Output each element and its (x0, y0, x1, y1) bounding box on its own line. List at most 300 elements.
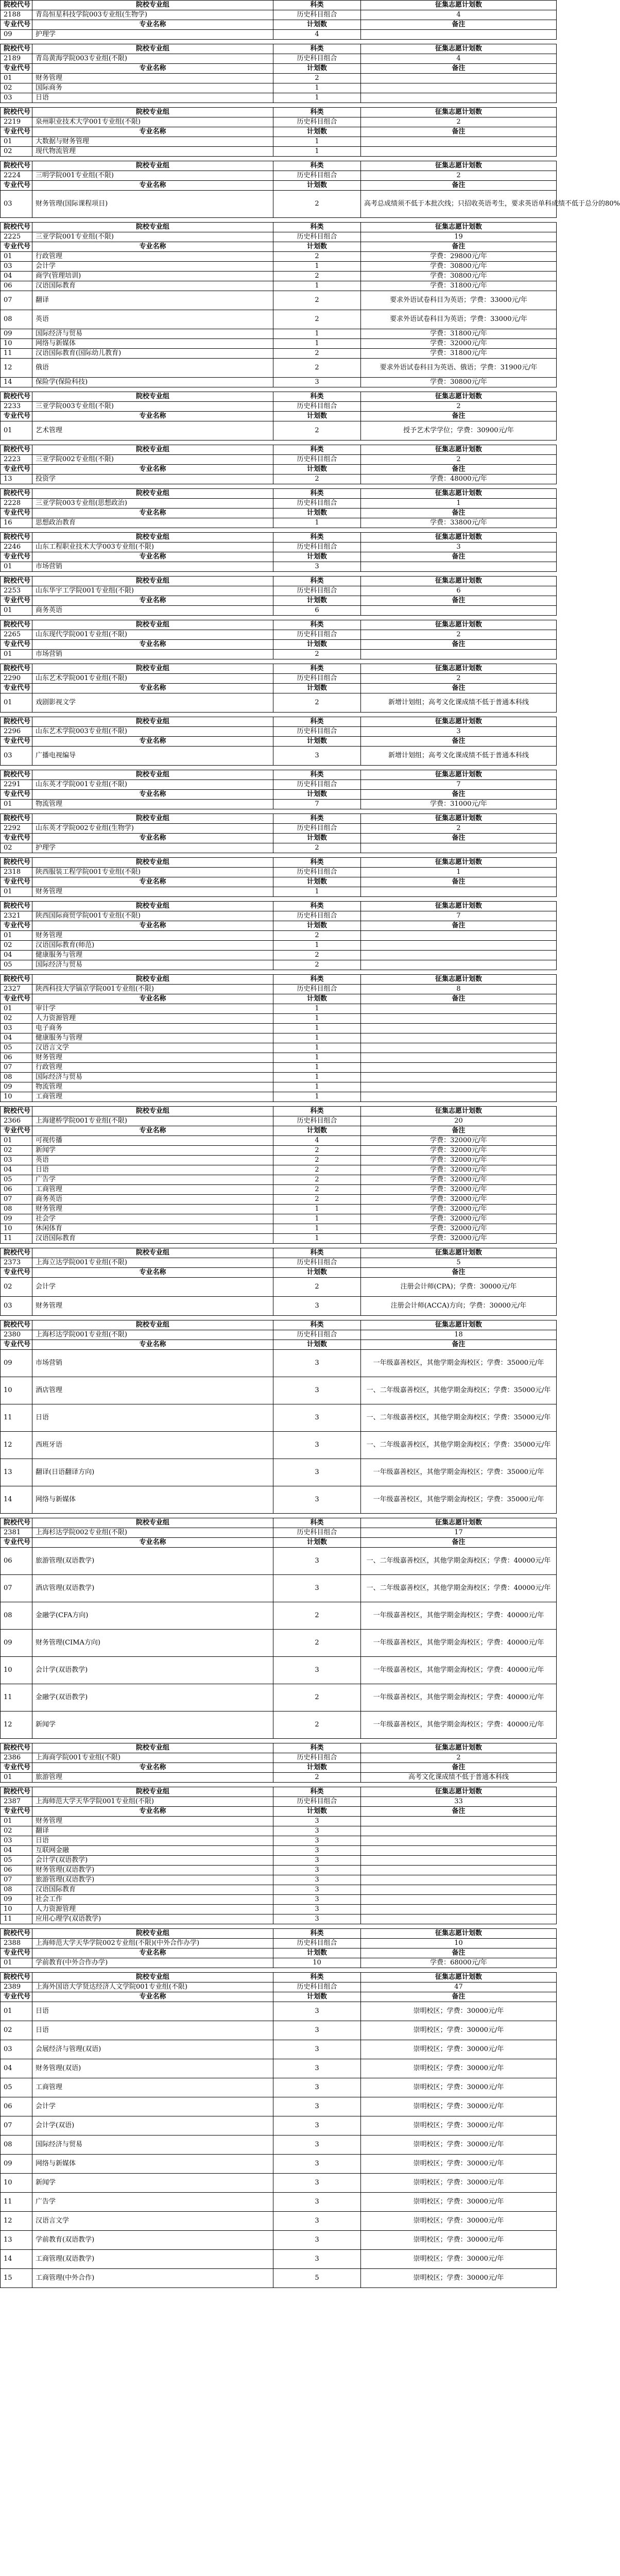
header-note: 备注 (361, 181, 557, 191)
major-code: 11 (1, 2193, 32, 2212)
major-code: 06 (1, 1866, 32, 1875)
school-group-row (1, 1116, 557, 1126)
major-row (1, 339, 557, 349)
subject-combination: 历史科目组合 (273, 727, 361, 737)
major-count: 2 (273, 1175, 361, 1185)
header-major-code: 专业代号 (1, 921, 32, 931)
major-name: 广播电视编导 (32, 747, 273, 766)
section-header-row-2 (1, 20, 557, 30)
header-note: 备注 (361, 1807, 557, 1817)
major-count: 3 (273, 2231, 361, 2250)
group-plan-count: 18 (361, 1330, 557, 1340)
major-code: 09 (1, 1630, 32, 1657)
section-header-row-1 (1, 1973, 557, 1982)
major-name: 电子商务 (32, 1024, 273, 1033)
major-name: 财务管理(CIMA方向) (32, 1630, 273, 1657)
major-code: 01 (1, 562, 32, 572)
school-code: 2219 (1, 117, 32, 127)
subject-combination: 历史科目组合 (273, 1753, 361, 1763)
subject-combination: 历史科目组合 (273, 117, 361, 127)
school-group-row (1, 824, 557, 834)
major-row (1, 2212, 557, 2231)
major-code: 02 (1, 1278, 32, 1297)
major-note: 学费：32000元/年 (361, 1185, 557, 1195)
school-group-name: 山东工程职业技术大学003专业组(不限) (32, 543, 273, 552)
section-header-row-1 (1, 664, 557, 674)
header-note: 备注 (361, 640, 557, 650)
major-count: 3 (273, 1486, 361, 1514)
major-note: 学费：31800元/年 (361, 329, 557, 339)
major-note: 一年级嘉善校区，其他学期金海校区；学费：40000元/年 (361, 1602, 557, 1630)
major-code: 14 (1, 2250, 32, 2269)
major-note: 崇明校区；学费：30000元/年 (361, 2040, 557, 2059)
major-row (1, 474, 557, 484)
plan-table-body (1, 1, 620, 2288)
header-plan: 征集志愿计划数 (361, 814, 557, 824)
major-code: 09 (1, 329, 32, 339)
major-code: 01 (1, 137, 32, 147)
school-code: 2292 (1, 824, 32, 834)
major-count: 3 (273, 1914, 361, 1924)
major-count: 1 (273, 137, 361, 147)
header-plan: 征集志愿计划数 (361, 108, 557, 117)
major-row (1, 1082, 557, 1092)
group-plan-count: 8 (361, 985, 557, 994)
major-note: 学费：31000元/年 (361, 800, 557, 809)
header-major-name: 专业名称 (32, 1807, 273, 1817)
major-code: 06 (1, 1053, 32, 1063)
header-school-code: 院校代号 (1, 1973, 32, 1982)
major-name: 网络与新媒体 (32, 1486, 273, 1514)
major-name: 商务英语 (32, 606, 273, 616)
section-header-row-2 (1, 834, 557, 843)
major-code: 08 (1, 1205, 32, 1214)
major-code: 07 (1, 1195, 32, 1205)
section-gap (1, 1968, 557, 1973)
header-major-code: 专业代号 (1, 242, 32, 252)
major-name: 物流管理 (32, 1082, 273, 1092)
major-name: 日语 (32, 2021, 273, 2040)
major-count: 2 (273, 931, 361, 941)
school-code: 2225 (1, 232, 32, 242)
header-plan: 征集志愿计划数 (361, 1320, 557, 1330)
major-name: 财务管理(双语教学) (32, 1866, 273, 1875)
school-group-name: 陕西国际商贸学院001专业组(不限) (32, 911, 273, 921)
header-major-code: 专业代号 (1, 64, 32, 74)
major-row (1, 1958, 557, 1968)
major-code: 02 (1, 1014, 32, 1024)
header-subject: 科类 (273, 1929, 361, 1939)
major-count: 3 (273, 2250, 361, 2269)
major-name: 英语 (32, 1156, 273, 1165)
school-code: 2318 (1, 868, 32, 877)
major-row (1, 1297, 557, 1316)
header-school-group: 院校专业组 (32, 445, 273, 455)
major-note: 学费：31800元/年 (361, 349, 557, 359)
subject-combination: 历史科目组合 (273, 1528, 361, 1538)
major-row (1, 421, 557, 440)
major-count: 4 (273, 30, 361, 40)
major-name: 市场营销 (32, 650, 273, 659)
school-group-name: 上海杉达学院001专业组(不限) (32, 1330, 273, 1340)
major-name: 新闻学 (32, 2174, 273, 2193)
subject-combination: 历史科目组合 (273, 402, 361, 412)
major-name: 会展经济与管理(双语) (32, 2040, 273, 2059)
major-name: 国际经济与贸易 (32, 329, 273, 339)
major-code: 02 (1, 1146, 32, 1156)
header-plan: 征集志愿计划数 (361, 1, 557, 10)
school-group-row (1, 1753, 557, 1763)
school-group-name: 上海立达学院001专业组(不限) (32, 1258, 273, 1268)
major-code: 04 (1, 1165, 32, 1175)
major-code: 14 (1, 1486, 32, 1514)
major-count: 3 (273, 2040, 361, 2059)
school-code: 2327 (1, 985, 32, 994)
section-header-row-1 (1, 1743, 557, 1753)
major-count: 3 (273, 747, 361, 766)
major-row (1, 1185, 557, 1195)
major-row (1, 1486, 557, 1514)
school-code: 2373 (1, 1258, 32, 1268)
section-gap (1, 766, 557, 770)
major-name: 英语 (32, 310, 273, 329)
header-major-code: 专业代号 (1, 994, 32, 1004)
header-major-name: 专业名称 (32, 737, 273, 747)
major-row (1, 960, 557, 970)
section-header-row-2 (1, 596, 557, 606)
school-group-row (1, 1982, 557, 1992)
major-code: 03 (1, 1024, 32, 1033)
major-code: 12 (1, 1432, 32, 1459)
major-name: 学前教育(双语教学) (32, 2231, 273, 2250)
major-note (361, 30, 557, 40)
major-row (1, 1136, 557, 1146)
major-code: 03 (1, 191, 32, 218)
header-count: 计划数 (273, 181, 361, 191)
major-note (361, 1033, 557, 1043)
major-row (1, 1033, 557, 1043)
major-code: 11 (1, 1684, 32, 1711)
major-name: 会计学(双语) (32, 2116, 273, 2136)
major-code: 08 (1, 1885, 32, 1895)
major-row (1, 800, 557, 809)
section-header-row-1 (1, 902, 557, 911)
header-major-code: 专业代号 (1, 412, 32, 421)
major-note: 新增计划组；高考文化课成绩不低于普通本科线 (361, 747, 557, 766)
major-note (361, 1905, 557, 1914)
school-group-name: 陕西科技大学镐京学院001专业组(不限) (32, 985, 273, 994)
school-group-row (1, 1528, 557, 1538)
section-header-row-2 (1, 552, 557, 562)
major-count: 3 (273, 2136, 361, 2155)
major-name: 西班牙语 (32, 1432, 273, 1459)
header-school-group: 院校专业组 (32, 1518, 273, 1528)
major-code: 01 (1, 800, 32, 809)
major-note: 一、二年级嘉善校区，其他学期金海校区；学费：40000元/年 (361, 1575, 557, 1602)
header-school-code: 院校代号 (1, 1320, 32, 1330)
subject-combination: 历史科目组合 (273, 499, 361, 509)
major-row (1, 2059, 557, 2078)
major-row (1, 941, 557, 951)
school-code: 2189 (1, 54, 32, 64)
major-row (1, 2250, 557, 2269)
school-group-name: 三亚学院001专业组(不限) (32, 232, 273, 242)
header-count: 计划数 (273, 877, 361, 887)
major-code: 10 (1, 339, 32, 349)
major-row (1, 693, 557, 713)
school-group-row (1, 10, 557, 20)
major-row (1, 2155, 557, 2174)
major-code: 03 (1, 262, 32, 272)
major-name: 护理学 (32, 843, 273, 853)
major-name: 思想政治教育 (32, 518, 273, 528)
header-major-code: 专业代号 (1, 1992, 32, 2002)
header-major-code: 专业代号 (1, 1126, 32, 1136)
major-count: 3 (273, 1432, 361, 1459)
header-note: 备注 (361, 877, 557, 887)
major-note: 一、二年级嘉善校区，其他学期金海校区；学费：35000元/年 (361, 1432, 557, 1459)
header-school-code: 院校代号 (1, 161, 32, 171)
section-gap (1, 1244, 557, 1248)
section-header-row-2 (1, 921, 557, 931)
section-gap (1, 853, 557, 858)
major-row (1, 93, 557, 103)
header-plan: 征集志愿计划数 (361, 858, 557, 868)
header-major-code: 专业代号 (1, 509, 32, 518)
major-row (1, 281, 557, 291)
major-code: 01 (1, 1136, 32, 1146)
school-code: 2380 (1, 1330, 32, 1340)
section-header-row-2 (1, 181, 557, 191)
major-row (1, 1602, 557, 1630)
major-name: 财务管理 (32, 74, 273, 83)
header-school-group: 院校专业组 (32, 392, 273, 402)
group-plan-count: 5 (361, 1258, 557, 1268)
section-header-row-1 (1, 1518, 557, 1528)
major-count: 3 (273, 1657, 361, 1684)
major-code: 01 (1, 931, 32, 941)
header-count: 计划数 (273, 790, 361, 800)
major-count: 3 (273, 1846, 361, 1856)
major-row (1, 1014, 557, 1024)
major-note (361, 941, 557, 951)
header-major-name: 专业名称 (32, 994, 273, 1004)
major-note (361, 887, 557, 897)
major-name: 工商管理 (32, 1185, 273, 1195)
section-header-row-2 (1, 1948, 557, 1958)
major-row (1, 518, 557, 528)
section-header-row-1 (1, 814, 557, 824)
header-school-code: 院校代号 (1, 533, 32, 543)
header-count: 计划数 (273, 465, 361, 474)
header-major-name: 专业名称 (32, 509, 273, 518)
major-count: 3 (273, 1866, 361, 1875)
major-note: 崇明校区；学费：30000元/年 (361, 2021, 557, 2040)
major-count: 2 (273, 960, 361, 970)
header-plan: 征集志愿计划数 (361, 223, 557, 232)
major-note: 注册会计师(ACCA)方向；学费：30000元/年 (361, 1297, 557, 1316)
major-name: 新闻学 (32, 1711, 273, 1739)
major-count: 1 (273, 1092, 361, 1102)
header-subject: 科类 (273, 392, 361, 402)
major-count: 3 (273, 1548, 361, 1575)
major-count: 2 (273, 1165, 361, 1175)
major-code: 01 (1, 1773, 32, 1783)
major-code: 11 (1, 1914, 32, 1924)
major-row (1, 1817, 557, 1826)
major-count: 1 (273, 887, 361, 897)
header-plan: 征集志愿计划数 (361, 392, 557, 402)
major-code: 01 (1, 1958, 32, 1968)
header-school-group: 院校专业组 (32, 1743, 273, 1753)
header-school-group: 院校专业组 (32, 620, 273, 630)
section-gap (1, 1783, 557, 1787)
section-gap (1, 387, 557, 392)
major-row (1, 1175, 557, 1185)
major-row (1, 137, 557, 147)
major-code: 05 (1, 1175, 32, 1185)
major-note: 崇明校区；学费：30000元/年 (361, 2174, 557, 2193)
header-plan: 征集志愿计划数 (361, 664, 557, 674)
header-count: 计划数 (273, 127, 361, 137)
major-code: 01 (1, 252, 32, 262)
section-header-row-2 (1, 1538, 557, 1548)
header-note: 备注 (361, 1126, 557, 1136)
major-count: 1 (273, 1053, 361, 1063)
major-note: 一年级嘉善校区，其他学期金海校区；学费：40000元/年 (361, 1630, 557, 1657)
major-count: 3 (273, 1817, 361, 1826)
school-group-name: 上海师范大学天华学院001专业组(不限) (32, 1797, 273, 1807)
header-major-name: 专业名称 (32, 790, 273, 800)
header-major-name: 专业名称 (32, 1948, 273, 1958)
school-code: 2228 (1, 499, 32, 509)
major-row (1, 1630, 557, 1657)
major-name: 人力资源管理 (32, 1014, 273, 1024)
major-name: 工商管理(双语教学) (32, 2250, 273, 2269)
school-group-name: 上海杉达学院002专业组(不限) (32, 1528, 273, 1538)
header-plan: 征集志愿计划数 (361, 44, 557, 54)
major-count: 3 (273, 2193, 361, 2212)
major-note (361, 93, 557, 103)
header-major-code: 专业代号 (1, 20, 32, 30)
major-note: 学费：32000元/年 (361, 339, 557, 349)
header-subject: 科类 (273, 1320, 361, 1330)
major-code: 10 (1, 2174, 32, 2193)
header-subject: 科类 (273, 1973, 361, 1982)
major-row (1, 1195, 557, 1205)
major-row (1, 1073, 557, 1082)
major-note: 一年级嘉善校区，其他学期金海校区；学费：35000元/年 (361, 1486, 557, 1514)
header-school-group: 院校专业组 (32, 1107, 273, 1116)
major-count: 3 (273, 2155, 361, 2174)
group-plan-count: 1 (361, 499, 557, 509)
major-code: 06 (1, 1548, 32, 1575)
header-plan: 征集志愿计划数 (361, 533, 557, 543)
section-header-row-2 (1, 1992, 557, 2002)
subject-combination: 历史科目组合 (273, 911, 361, 921)
major-code: 04 (1, 951, 32, 960)
major-note: 学费：32000元/年 (361, 1195, 557, 1205)
major-row (1, 1053, 557, 1063)
header-count: 计划数 (273, 1807, 361, 1817)
header-subject: 科类 (273, 902, 361, 911)
major-code: 03 (1, 1836, 32, 1846)
group-plan-count: 19 (361, 232, 557, 242)
section-header-row-1 (1, 533, 557, 543)
major-row (1, 2021, 557, 2040)
major-note (361, 960, 557, 970)
major-name: 会计学(双语教学) (32, 1657, 273, 1684)
major-row (1, 1866, 557, 1875)
major-note (361, 1053, 557, 1063)
header-note: 备注 (361, 412, 557, 421)
major-note (361, 137, 557, 147)
header-plan: 征集志愿计划数 (361, 620, 557, 630)
major-name: 护理学 (32, 30, 273, 40)
major-row (1, 1092, 557, 1102)
header-major-name: 专业名称 (32, 552, 273, 562)
major-count: 3 (273, 1575, 361, 1602)
header-school-group: 院校专业组 (32, 1787, 273, 1797)
section-gap (1, 218, 557, 223)
major-note (361, 1914, 557, 1924)
major-count: 2 (273, 1602, 361, 1630)
major-row (1, 2116, 557, 2136)
major-code: 08 (1, 1602, 32, 1630)
major-row (1, 1773, 557, 1783)
major-row (1, 1165, 557, 1175)
major-name: 国际经济与贸易 (32, 960, 273, 970)
major-note: 学费：30800元/年 (361, 272, 557, 281)
subject-combination: 历史科目组合 (273, 54, 361, 64)
major-code: 10 (1, 1657, 32, 1684)
major-note: 学费：30800元/年 (361, 378, 557, 387)
major-count: 6 (273, 606, 361, 616)
school-group-row (1, 674, 557, 684)
header-school-code: 院校代号 (1, 1929, 32, 1939)
header-count: 计划数 (273, 1340, 361, 1350)
header-plan: 征集志愿计划数 (361, 770, 557, 780)
major-name: 日语 (32, 1165, 273, 1175)
subject-combination: 历史科目组合 (273, 985, 361, 994)
major-name: 国际经济与贸易 (32, 2136, 273, 2155)
major-note (361, 1836, 557, 1846)
major-note (361, 147, 557, 157)
section-header-row-1 (1, 1, 557, 10)
major-note: 一年级嘉善校区，其他学期金海校区；学费：40000元/年 (361, 1657, 557, 1684)
major-name: 汉语国际教育(师范) (32, 941, 273, 951)
major-name: 日语 (32, 1404, 273, 1432)
header-school-group: 院校专业组 (32, 533, 273, 543)
header-major-code: 专业代号 (1, 640, 32, 650)
major-code: 01 (1, 650, 32, 659)
header-school-group: 院校专业组 (32, 814, 273, 824)
header-school-code: 院校代号 (1, 108, 32, 117)
major-note: 高考总成绩须不低于本批次线；只招收英语考生，要求英语单科成绩不低于总分的80% (361, 191, 557, 218)
major-name: 广告学 (32, 2193, 273, 2212)
school-group-name: 山东艺术学院003专业组(不限) (32, 727, 273, 737)
subject-combination: 历史科目组合 (273, 586, 361, 596)
header-school-group: 院校专业组 (32, 770, 273, 780)
header-school-group: 院校专业组 (32, 1973, 273, 1982)
header-plan: 征集志愿计划数 (361, 1518, 557, 1528)
header-note: 备注 (361, 465, 557, 474)
school-group-row (1, 868, 557, 877)
header-count: 计划数 (273, 640, 361, 650)
major-count: 2 (273, 359, 361, 378)
section-header-row-1 (1, 161, 557, 171)
header-school-code: 院校代号 (1, 445, 32, 455)
